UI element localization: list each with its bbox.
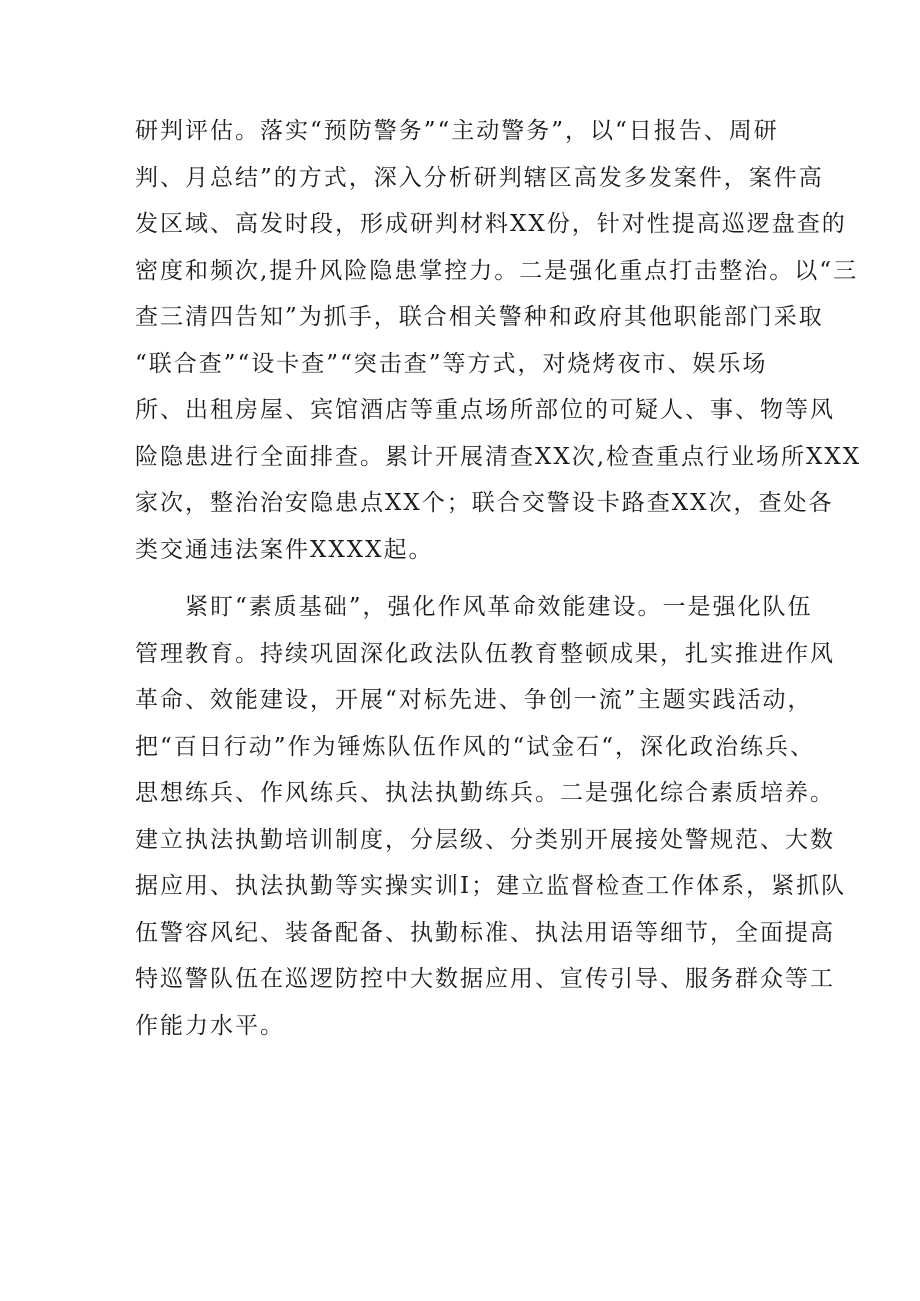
text-line: 所、出租房屋、宾馆酒店等重点场所部位的可疑人、事、物等风	[135, 397, 835, 423]
text-line: 判、月总结”的方式，深入分析研判辖区高发多发案件，案件高	[135, 164, 824, 191]
text-line: 家次，整治治安隐患点XX个；联合交警设卡路查XX次，查处各	[135, 490, 834, 516]
text-line: 发区域、高发时段，形成研判材料XX份，针对性提高巡逻盘查的	[135, 211, 847, 237]
text-line: 建立执法执勤培训制度，分层级、分类别开展接处警规范、大数	[135, 826, 835, 853]
text-line: 把“百日行动”作为锤炼队伍作风的“试金石“，深化政治练兵、	[135, 733, 816, 760]
text-line: 研判评估。落实“预防警务”“主动警务”，以“日报告、周研	[135, 118, 779, 144]
text-line: 思想练兵、作风练兵、执法执勤练兵。二是强化综合素质培养。	[135, 780, 835, 806]
text-line: 查三清四告知”为抓手，联合相关警种和政府其他职能部门采取	[135, 304, 824, 330]
text-line: 类交通违法案件XXXX起。	[135, 536, 434, 563]
text-line: 革命、效能建设，开展“对标先进、争创一流”主题实践活动，	[135, 687, 813, 713]
text-line: 险隐患进行全面排查。累计开展清查XX次,检查重点行业场所XXX	[135, 443, 862, 470]
text-line: 据应用、执法执勤等实操实训I；建立监督检查工作体系，紧抓队	[135, 873, 847, 899]
text-line: 特巡警队伍在巡逻防控中大数据应用、宣传引导、服务群众等工	[135, 966, 835, 992]
text-line: 伍警容风纪、装备配备、执勤标准、执法用语等细节，全面提高	[135, 919, 835, 946]
paragraph-1	[135, 108, 862, 573]
paragraph-2	[135, 584, 847, 1049]
text-line: 管理教育。持续巩固深化政法队伍教育整顿成果，扎实推进作风	[135, 640, 835, 667]
text-line: “联合查”“设卡查”“突击查”等方式，对烧烤夜市、娱乐场	[135, 350, 768, 377]
text-line: 作能力水平。	[135, 1012, 285, 1039]
text-line: 紧盯“素质基础”，强化作风革命效能建设。一是强化队伍	[135, 594, 813, 620]
text-line: 密度和频次,提升风险隐患掌控力。二是强化重点打击整治。以“三	[135, 257, 859, 284]
